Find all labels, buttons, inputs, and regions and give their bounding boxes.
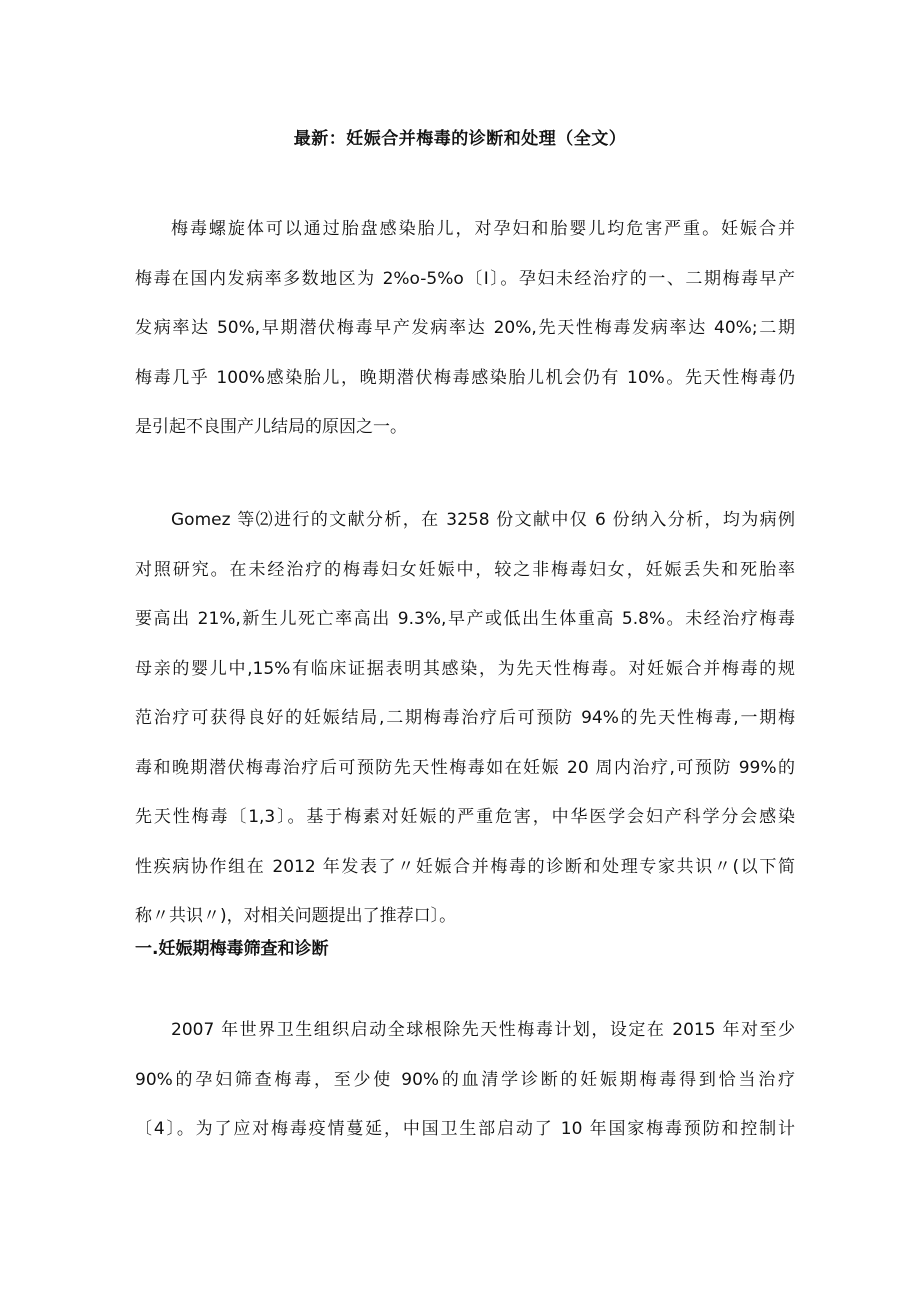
paragraph-line: 先天性梅毒〔1,3〕。基于梅素对妊娠的严重危害，中华医学会妇产科学分会感染 <box>135 807 795 827</box>
paragraph-line: 对照研究。在未经治疗的梅毒妇女妊娠中，较之非梅毒妇女，妊娠丢失和死胎率 <box>135 559 795 580</box>
paragraph-screening <box>135 1006 795 1155</box>
paragraph-intro <box>135 205 795 453</box>
paragraph-line: 母亲的婴儿中,15%有临床证据表明其感染，为先天性梅毒。对妊娠合并梅毒的规 <box>135 658 795 679</box>
paragraph-line: Gomez 等⑵进行的文献分析，在 3258 份文献中仅 6 份纳入分析，均为病例 <box>171 510 795 530</box>
paragraph-line: 90%的孕妇筛查梅毒，至少使 90%的血清学诊断的妊娠期梅毒得到恰当治疗 <box>135 1069 795 1090</box>
paragraph-line: 〔4〕。为了应对梅毒疫情蔓延，中国卫生部启动了 10 年国家梅毒预防和控制计 <box>135 1119 795 1139</box>
paragraph-line: 毒和晚期潜伏梅毒治疗后可预防先天性梅毒如在妊娠 20 周内治疗,可预防 99%的 <box>135 757 795 778</box>
paragraph-gomez-analysis <box>135 496 795 942</box>
paragraph-line: 梅毒几乎 100%感染胎儿，晚期潜伏梅毒感染胎儿机会仍有 10%。先天性梅毒仍 <box>135 367 795 388</box>
paragraph-line: 性疾病协作组在 2012 年发表了〃妊娠合并梅毒的诊断和处理专家共识〃(以下简 <box>135 856 795 877</box>
paragraph-line: 是引起不良围产儿结局的原因之一。 <box>135 417 407 437</box>
paragraph-line: 要高出 21%,新生儿死亡率高出 9.3%,早产或低出生体重高 5.8%。未经治疗梅毒 <box>135 609 795 629</box>
paragraph-line: 梅毒螺旋体可以通过胎盘感染胎儿，对孕妇和胎婴儿均危害严重。妊娠合并 <box>171 219 795 239</box>
paragraph-line: 称〃共识〃)，对相关问题提出了推荐口〕。 <box>135 906 457 926</box>
paragraph-line: 范治疗可获得良好的妊娠结局,二期梅毒治疗后可预防 94%的先天性梅毒,一期梅 <box>135 708 795 728</box>
page-title: 最新：妊娠合并梅毒的诊断和处理（全文） <box>293 129 627 149</box>
paragraph-line: 发病率达 50%,早期潜伏梅毒早产发病率达 20%,先天性梅毒发病率达 40%;二期 <box>135 318 795 338</box>
paragraph-line: 梅毒在国内发病率多数地区为 2%o-5%o〔I〕。孕妇未经治疗的一、二期梅毒早产 <box>135 268 795 289</box>
paragraph-line: 2007 年世界卫生组织启动全球根除先天性梅毒计划，设定在 2015 年对至少 <box>171 1020 795 1040</box>
section-heading: 一.妊娠期梅毒筛查和诊断 <box>135 939 329 959</box>
